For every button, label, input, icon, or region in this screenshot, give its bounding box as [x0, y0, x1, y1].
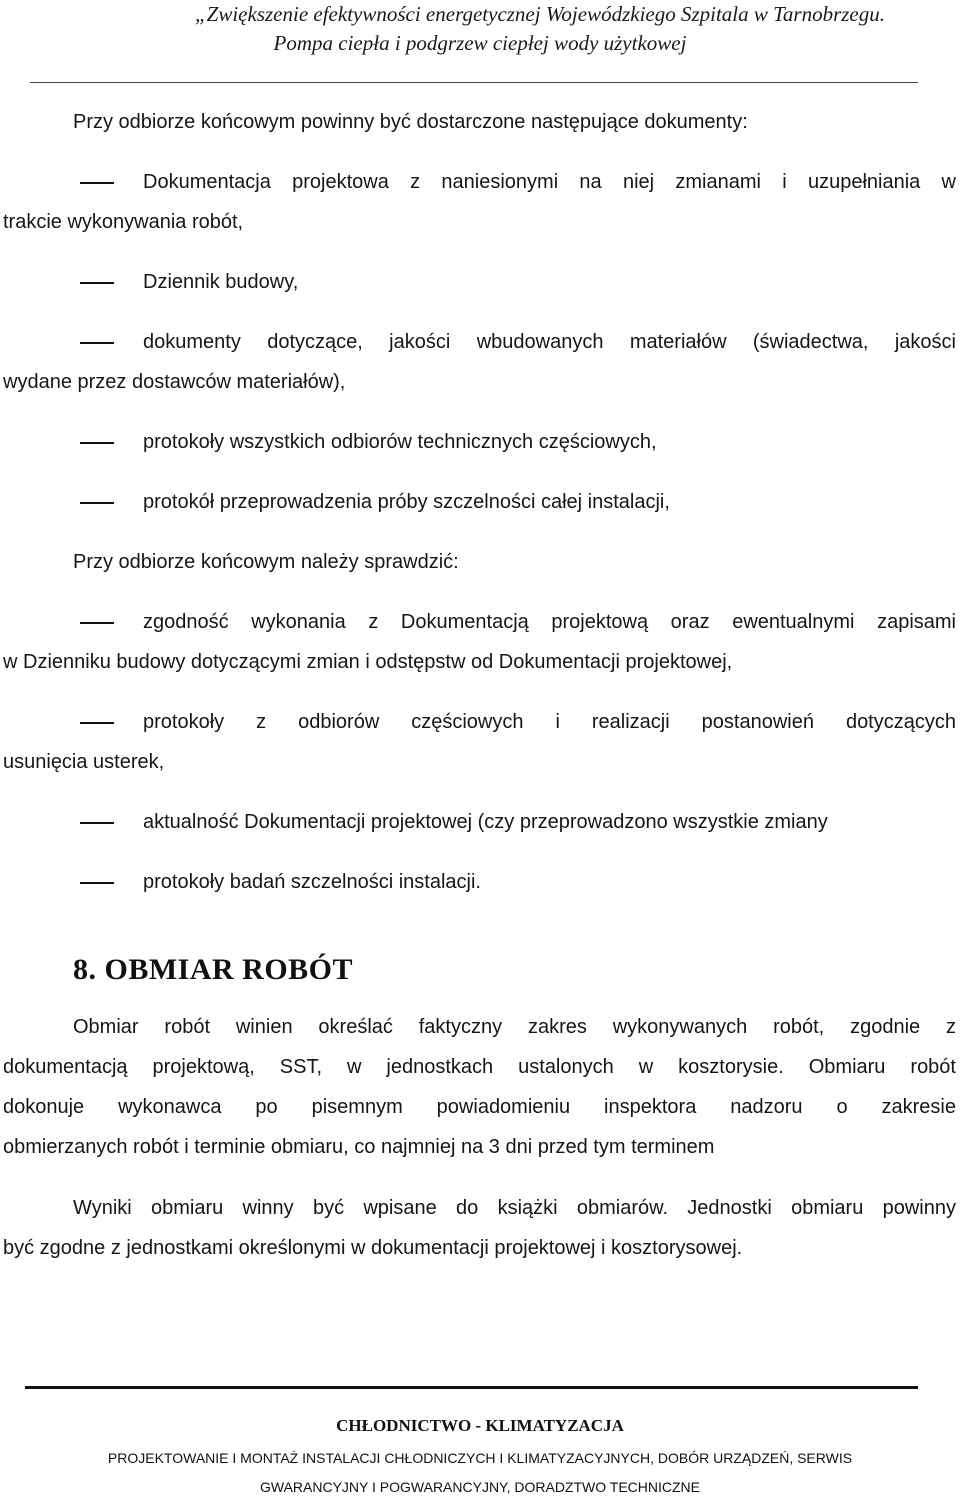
- list-item: protokoły wszystkich odbiorów technicznych częściowych,: [143, 431, 657, 453]
- list-item: Dokumentacja projektowa z naniesionymi na niej zmianami i uzupełniania w: [143, 171, 956, 193]
- list-item-continuation: usunięcia usterek,: [3, 751, 165, 773]
- footer-services-continued: GWARANCYJNY I POGWARANCYJNY, DORADZTWO TECHNICZNE: [260, 1479, 700, 1495]
- list-item: protokoły badań szczelności instalacji.: [143, 871, 481, 893]
- paragraph-line: obmierzanych robót i terminie obmiaru, co najmniej na 3 dni przed tym terminem: [3, 1136, 715, 1158]
- list-dash: [80, 822, 114, 824]
- list-item: zgodność wykonania z Dokumentacją projektową oraz ewentualnymi zapisami: [143, 611, 956, 633]
- paragraph-line: być zgodne z jednostkami określonymi w dokumentacji projektowej i kosztorysowej.: [3, 1237, 743, 1259]
- list-item-continuation: trakcie wykonywania robót,: [3, 211, 244, 233]
- footer-services: PROJEKTOWANIE I MONTAŻ INSTALACJI CHŁODNICZYCH I KLIMATYZACYJNYCH, DOBÓR URZĄDZEŃ, SERWIS: [107, 1450, 853, 1466]
- list-dash: [80, 722, 114, 724]
- list-item: protokoły z odbiorów częściowych i realizacji postanowień dotyczących: [143, 711, 956, 733]
- list-dash: [80, 882, 114, 884]
- header-title: „Zwiększenie efektywności energetycznej Wojewódzkiego Szpitala w Tarnobrzegu.: [194, 2, 885, 26]
- footer-title: CHŁODNICTWO - KLIMATYZACJA: [336, 1416, 624, 1435]
- list-dash: [80, 282, 114, 284]
- list-item-continuation: w Dzienniku budowy dotyczącymi zmian i odstępstw od Dokumentacji projektowej,: [3, 651, 733, 673]
- list-item: Dziennik budowy,: [143, 271, 299, 293]
- paragraph-line: dokonuje wykonawca po pisemnym powiadomieniu inspektora nadzoru o zakresie: [3, 1096, 956, 1118]
- list-dash: [80, 182, 114, 184]
- header-divider: [30, 82, 918, 83]
- paragraph-line: Obmiar robót winien określać faktyczny zakres wykonywanych robót, zgodnie z: [73, 1016, 956, 1038]
- checks-intro: Przy odbiorze końcowym należy sprawdzić:: [73, 551, 459, 573]
- list-item: aktualność Dokumentacji projektowej (czy przeprowadzono wszystkie zmiany: [143, 811, 828, 833]
- page-header: [0, 0, 960, 58]
- list-item-continuation: wydane przez dostawców materiałów),: [3, 371, 346, 393]
- list-item: protokół przeprowadzenia próby szczelności całej instalacji,: [143, 491, 670, 513]
- paragraph-line: dokumentacją projektową, SST, w jednostkach ustalonych w kosztorysie. Obmiaru robót: [3, 1056, 956, 1078]
- section-heading: 8. OBMIAR ROBÓT: [73, 953, 354, 986]
- header-subtitle: Pompa ciepła i podgrzew ciepłej wody użytkowej: [273, 31, 687, 55]
- list-dash: [80, 442, 114, 444]
- list-dash: [80, 502, 114, 504]
- documents-intro: Przy odbiorze końcowym powinny być dostarczone następujące dokumenty:: [73, 111, 748, 133]
- paragraph-line: Wyniki obmiaru winny być wpisane do książki obmiarów. Jednostki obmiaru powinny: [73, 1197, 956, 1219]
- footer-divider: [25, 1386, 918, 1389]
- list-dash: [80, 622, 114, 624]
- list-item: dokumenty dotyczące, jakości wbudowanych materiałów (świadectwa, jakości: [143, 331, 956, 353]
- list-dash: [80, 342, 114, 344]
